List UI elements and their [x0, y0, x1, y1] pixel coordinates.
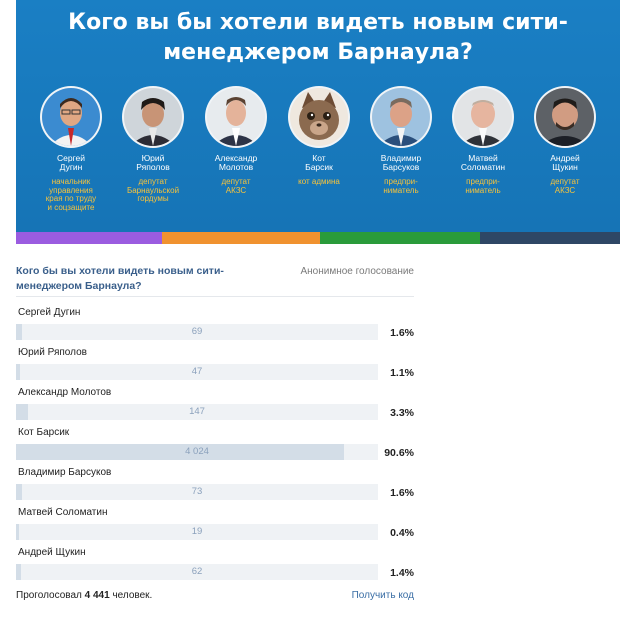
- candidate-name: Кот Барсик: [305, 153, 333, 172]
- candidate-card: [279, 86, 359, 187]
- candidate-card: [196, 86, 276, 195]
- poll-option-count: 73: [191, 486, 203, 497]
- poll-option-percent: 90.6%: [384, 447, 414, 459]
- candidate-role: начальник управления края по труду и соцзащите: [45, 177, 97, 212]
- candidate-photo-cat: [288, 86, 350, 148]
- votes-suffix: человек.: [112, 590, 153, 601]
- poll-option[interactable]: [16, 467, 414, 507]
- candidate-role: предпри- ниматель: [465, 177, 501, 195]
- votes-total-text: [16, 590, 152, 601]
- stripe-segment: [480, 232, 620, 244]
- poll-option[interactable]: [16, 347, 414, 387]
- poll-option[interactable]: [16, 387, 414, 427]
- poll-option-count: 47: [191, 366, 203, 377]
- poll-option-name: Юрий Ряполов: [18, 347, 87, 358]
- poll-option-percent: 0.4%: [390, 527, 414, 539]
- candidate-card: [361, 86, 441, 195]
- stripe-segment: [162, 232, 320, 244]
- poll-option-count: 69: [191, 326, 203, 337]
- candidate-photo: [205, 86, 267, 148]
- poll-option-bar: [16, 444, 378, 460]
- poll-option[interactable]: [16, 547, 414, 587]
- poll-option-bar: [16, 484, 378, 500]
- poll-option-name: Сергей Дугин: [18, 307, 81, 318]
- poll-option-name: Кот Барсик: [18, 427, 70, 438]
- poll-option-count: 62: [191, 566, 203, 577]
- poll-option-percent: 3.3%: [390, 407, 414, 419]
- candidate-name: Владимир Барсуков: [380, 153, 422, 172]
- votes-prefix: Проголосовал: [16, 590, 82, 601]
- poll-option-count: 19: [191, 526, 203, 537]
- candidate-role: кот админа: [298, 177, 340, 186]
- poll-option-bar: [16, 564, 378, 580]
- candidate-role: депутат Барнаульской гордумы: [126, 177, 180, 203]
- poll-banner-image: [16, 0, 620, 232]
- get-code-link[interactable]: Получить код: [351, 590, 414, 601]
- poll-option-percent: 1.4%: [390, 567, 414, 579]
- candidate-name: Андрей Щукин: [550, 153, 580, 172]
- poll-option-bar: [16, 404, 378, 420]
- candidate-photo: [40, 86, 102, 148]
- poll-option[interactable]: [16, 307, 414, 347]
- poll-option[interactable]: [16, 427, 414, 467]
- poll-option-count: 147: [189, 406, 205, 417]
- banner-title: Кого вы бы хотели видеть новым сити- менеджером Барнаула?: [68, 10, 568, 65]
- poll-widget: [16, 262, 414, 601]
- candidate-card: [113, 86, 193, 204]
- candidate-role: депутат АКЗС: [550, 177, 580, 195]
- poll-option-name: Андрей Щукин: [18, 547, 86, 558]
- poll-option[interactable]: [16, 507, 414, 547]
- color-stripe: [16, 232, 620, 244]
- poll-option-count: 4 024: [185, 446, 209, 457]
- candidate-role: предпри- ниматель: [383, 177, 419, 195]
- candidate-role: депутат АКЗС: [221, 177, 251, 195]
- poll-option-percent: 1.1%: [390, 367, 414, 379]
- poll-option-percent: 1.6%: [390, 487, 414, 499]
- poll-option-bar: [16, 364, 378, 380]
- stripe-segment: [16, 232, 162, 244]
- poll-divider: [16, 296, 414, 297]
- poll-option-percent: 1.6%: [390, 327, 414, 339]
- candidate-card: [443, 86, 523, 195]
- candidate-name: Матвей Соломатин: [460, 153, 506, 172]
- candidate-card: [525, 86, 605, 195]
- poll-question: Кого бы вы хотели видеть новым сити- менеджером Барнаула?: [16, 265, 224, 292]
- candidate-photo: [122, 86, 184, 148]
- candidate-name: Юрий Ряполов: [136, 153, 170, 172]
- poll-header: [16, 262, 414, 292]
- candidate-name: Александр Молотов: [214, 153, 258, 172]
- votes-total: 4 441: [84, 590, 110, 601]
- candidate-photo: [452, 86, 514, 148]
- poll-option-bar: [16, 524, 378, 540]
- candidate-card: [31, 86, 111, 212]
- candidate-name: Сергей Дугин: [57, 153, 85, 172]
- anonymous-poll-label: Анонимное голосование: [300, 266, 414, 277]
- poll-option-name: Матвей Соломатин: [18, 507, 108, 518]
- poll-option-name: Александр Молотов: [18, 387, 112, 398]
- poll-option-bar: [16, 324, 378, 340]
- candidate-photo: [534, 86, 596, 148]
- stripe-segment: [320, 232, 480, 244]
- poll-footer: [16, 590, 414, 606]
- poll-option-name: Владимир Барсуков: [18, 467, 112, 478]
- candidate-photo: [370, 86, 432, 148]
